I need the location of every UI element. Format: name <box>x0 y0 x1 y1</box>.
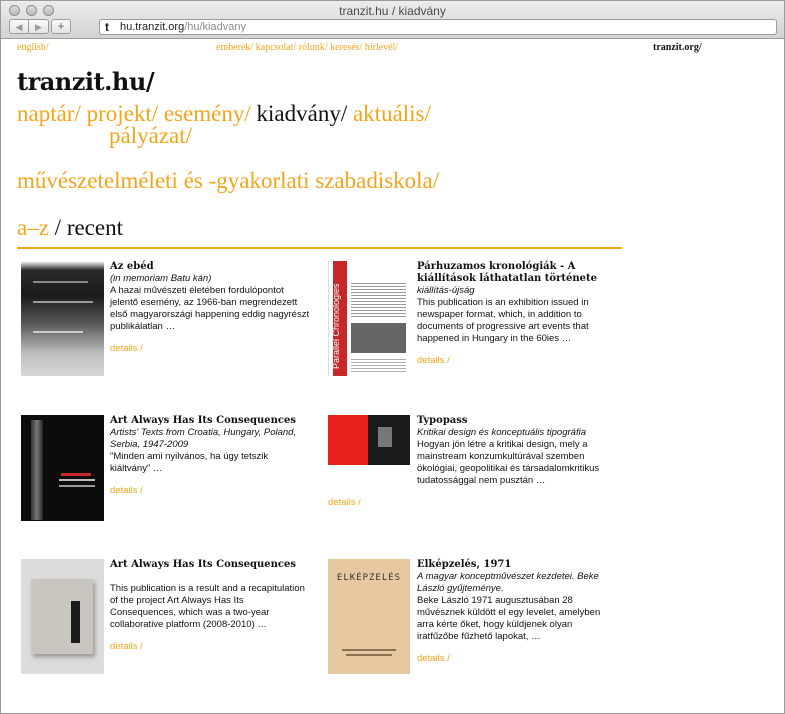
tab-recent[interactable]: recent <box>66 215 123 240</box>
publication-description: A hazai művészeti életében fordulópontot jelentő esemény, az 1966-ban megrendezett első magyarországi happening eddig nagyrészt publikálatlan … <box>110 285 310 332</box>
nav-palyazat-row <box>109 124 192 148</box>
nav-szabadiskola[interactable]: művészetelméleti és -gyakorlati szabadiskola/ <box>17 168 440 193</box>
nav-projekt[interactable]: projekt/ <box>86 101 159 126</box>
site-logo[interactable]: tranzit.hu/ <box>17 67 155 96</box>
publication-description: This publication is an exhibition issued in newspaper format, which, in addition to documents of progressive art events that happened in Hungary in the 60ies … <box>417 297 589 344</box>
forward-button[interactable]: ▶ <box>29 19 49 34</box>
page-content <box>1 39 784 713</box>
publication-title[interactable]: Typopass <box>417 415 468 426</box>
cover-image[interactable] <box>328 261 411 376</box>
title-bar <box>1 1 784 39</box>
publication-description: Beke László 1971 augusztusában 28 művésznek küldött el egy levelet, amelyben arra kérte őket, hogy küldjenek olyan iratfűzőbe fűzhető lapokat, … <box>417 595 601 642</box>
publication-subtitle: Artists' Texts from Croatia, Hungary, Poland, Serbia, 1947-2009 <box>110 427 297 450</box>
publication-description: This publication is a result and a recapitulation of the project Art Always Has Its Consequences, which was a two-year collaborative platform (2008-2010) … <box>110 583 305 630</box>
publication-info <box>110 415 310 497</box>
publication-description: "Minden ami nyilvános, ha úgy tetszik kiáltvány" … <box>110 451 269 474</box>
details-link[interactable]: details / <box>417 653 450 664</box>
section-divider <box>17 247 622 249</box>
site-favicon-icon: t <box>105 20 109 34</box>
details-link[interactable]: details / <box>110 641 143 652</box>
publication-info-header <box>417 415 607 439</box>
url-domain: hu.tranzit.org <box>120 21 185 33</box>
publication-info <box>328 439 608 509</box>
publication-subtitle: A magyar konceptművészet kezdetei. Beke László gyűjteménye. <box>417 571 599 594</box>
publication-subtitle: Kritikai design és konceptuális tipográfia <box>417 427 586 438</box>
tab-a-z[interactable]: a–z <box>17 215 49 240</box>
nav-esemeny[interactable]: esemény/ <box>163 101 251 126</box>
sort-tabs <box>17 216 123 240</box>
publication-title[interactable]: Art Always Has Its Consequences <box>110 559 297 570</box>
cover-image[interactable] <box>21 261 104 376</box>
new-tab-button[interactable]: + <box>51 19 71 34</box>
main-nav <box>17 102 431 126</box>
cover-image[interactable] <box>21 559 104 674</box>
cover-title-text: ELKÉPZELÉS <box>336 573 402 583</box>
publication-subtitle: kiállítás-újság <box>417 285 475 296</box>
tab-separator: / <box>48 215 67 240</box>
window-title: tranzit.hu / kiadvány <box>339 4 446 18</box>
publication-subtitle: (in memoriam Batu kán) <box>110 273 212 284</box>
publication-title[interactable]: Párhuzamos kronológiák - A kiállítások láthatatlan története <box>417 261 597 284</box>
nav-naptar[interactable]: naptár/ <box>17 101 81 126</box>
details-link[interactable]: details / <box>110 343 143 354</box>
publication-title[interactable]: Art Always Has Its Consequences <box>110 415 297 426</box>
nav-kiadvany-current[interactable]: kiadvány/ <box>256 101 348 126</box>
details-link[interactable]: details / <box>110 485 143 496</box>
history-buttons <box>9 19 49 34</box>
publication-title[interactable]: Elképzelés, 1971 <box>417 559 512 570</box>
site-link[interactable]: tranzit.org/ <box>653 42 702 53</box>
back-button[interactable]: ◀ <box>9 19 29 34</box>
top-links[interactable]: emberek/ kapcsolat/ rólunk/ keresés/ hírlevél/ <box>216 42 399 53</box>
nav-aktualis[interactable]: aktuális/ <box>352 101 431 126</box>
details-link[interactable]: details / <box>328 497 361 508</box>
language-link[interactable]: english/ <box>17 42 49 53</box>
publication-info <box>417 261 607 367</box>
publication-title[interactable]: Az ebéd <box>110 261 154 272</box>
nav-szabadiskola-row <box>17 169 439 193</box>
details-link[interactable]: details / <box>417 355 450 366</box>
url-path: /hu/kiadvany <box>184 21 246 33</box>
cover-image[interactable] <box>21 415 104 521</box>
cover-image[interactable] <box>328 559 410 674</box>
publication-description: Hogyan jön létre a kritikai design, mely a mainstream konzumkultúrával szemben ökológiai, geopolitikai és társadalomkritikus tudatossággal nem pusztán … <box>417 439 600 486</box>
cover-spine-text: Parallel Chronologies <box>331 283 341 369</box>
publication-info <box>110 261 310 355</box>
publication-info <box>110 559 310 653</box>
address-bar[interactable] <box>99 19 777 35</box>
publication-info <box>417 559 607 665</box>
publication-subtitle <box>110 571 310 583</box>
nav-palyazat[interactable]: pályázat/ <box>109 123 193 148</box>
